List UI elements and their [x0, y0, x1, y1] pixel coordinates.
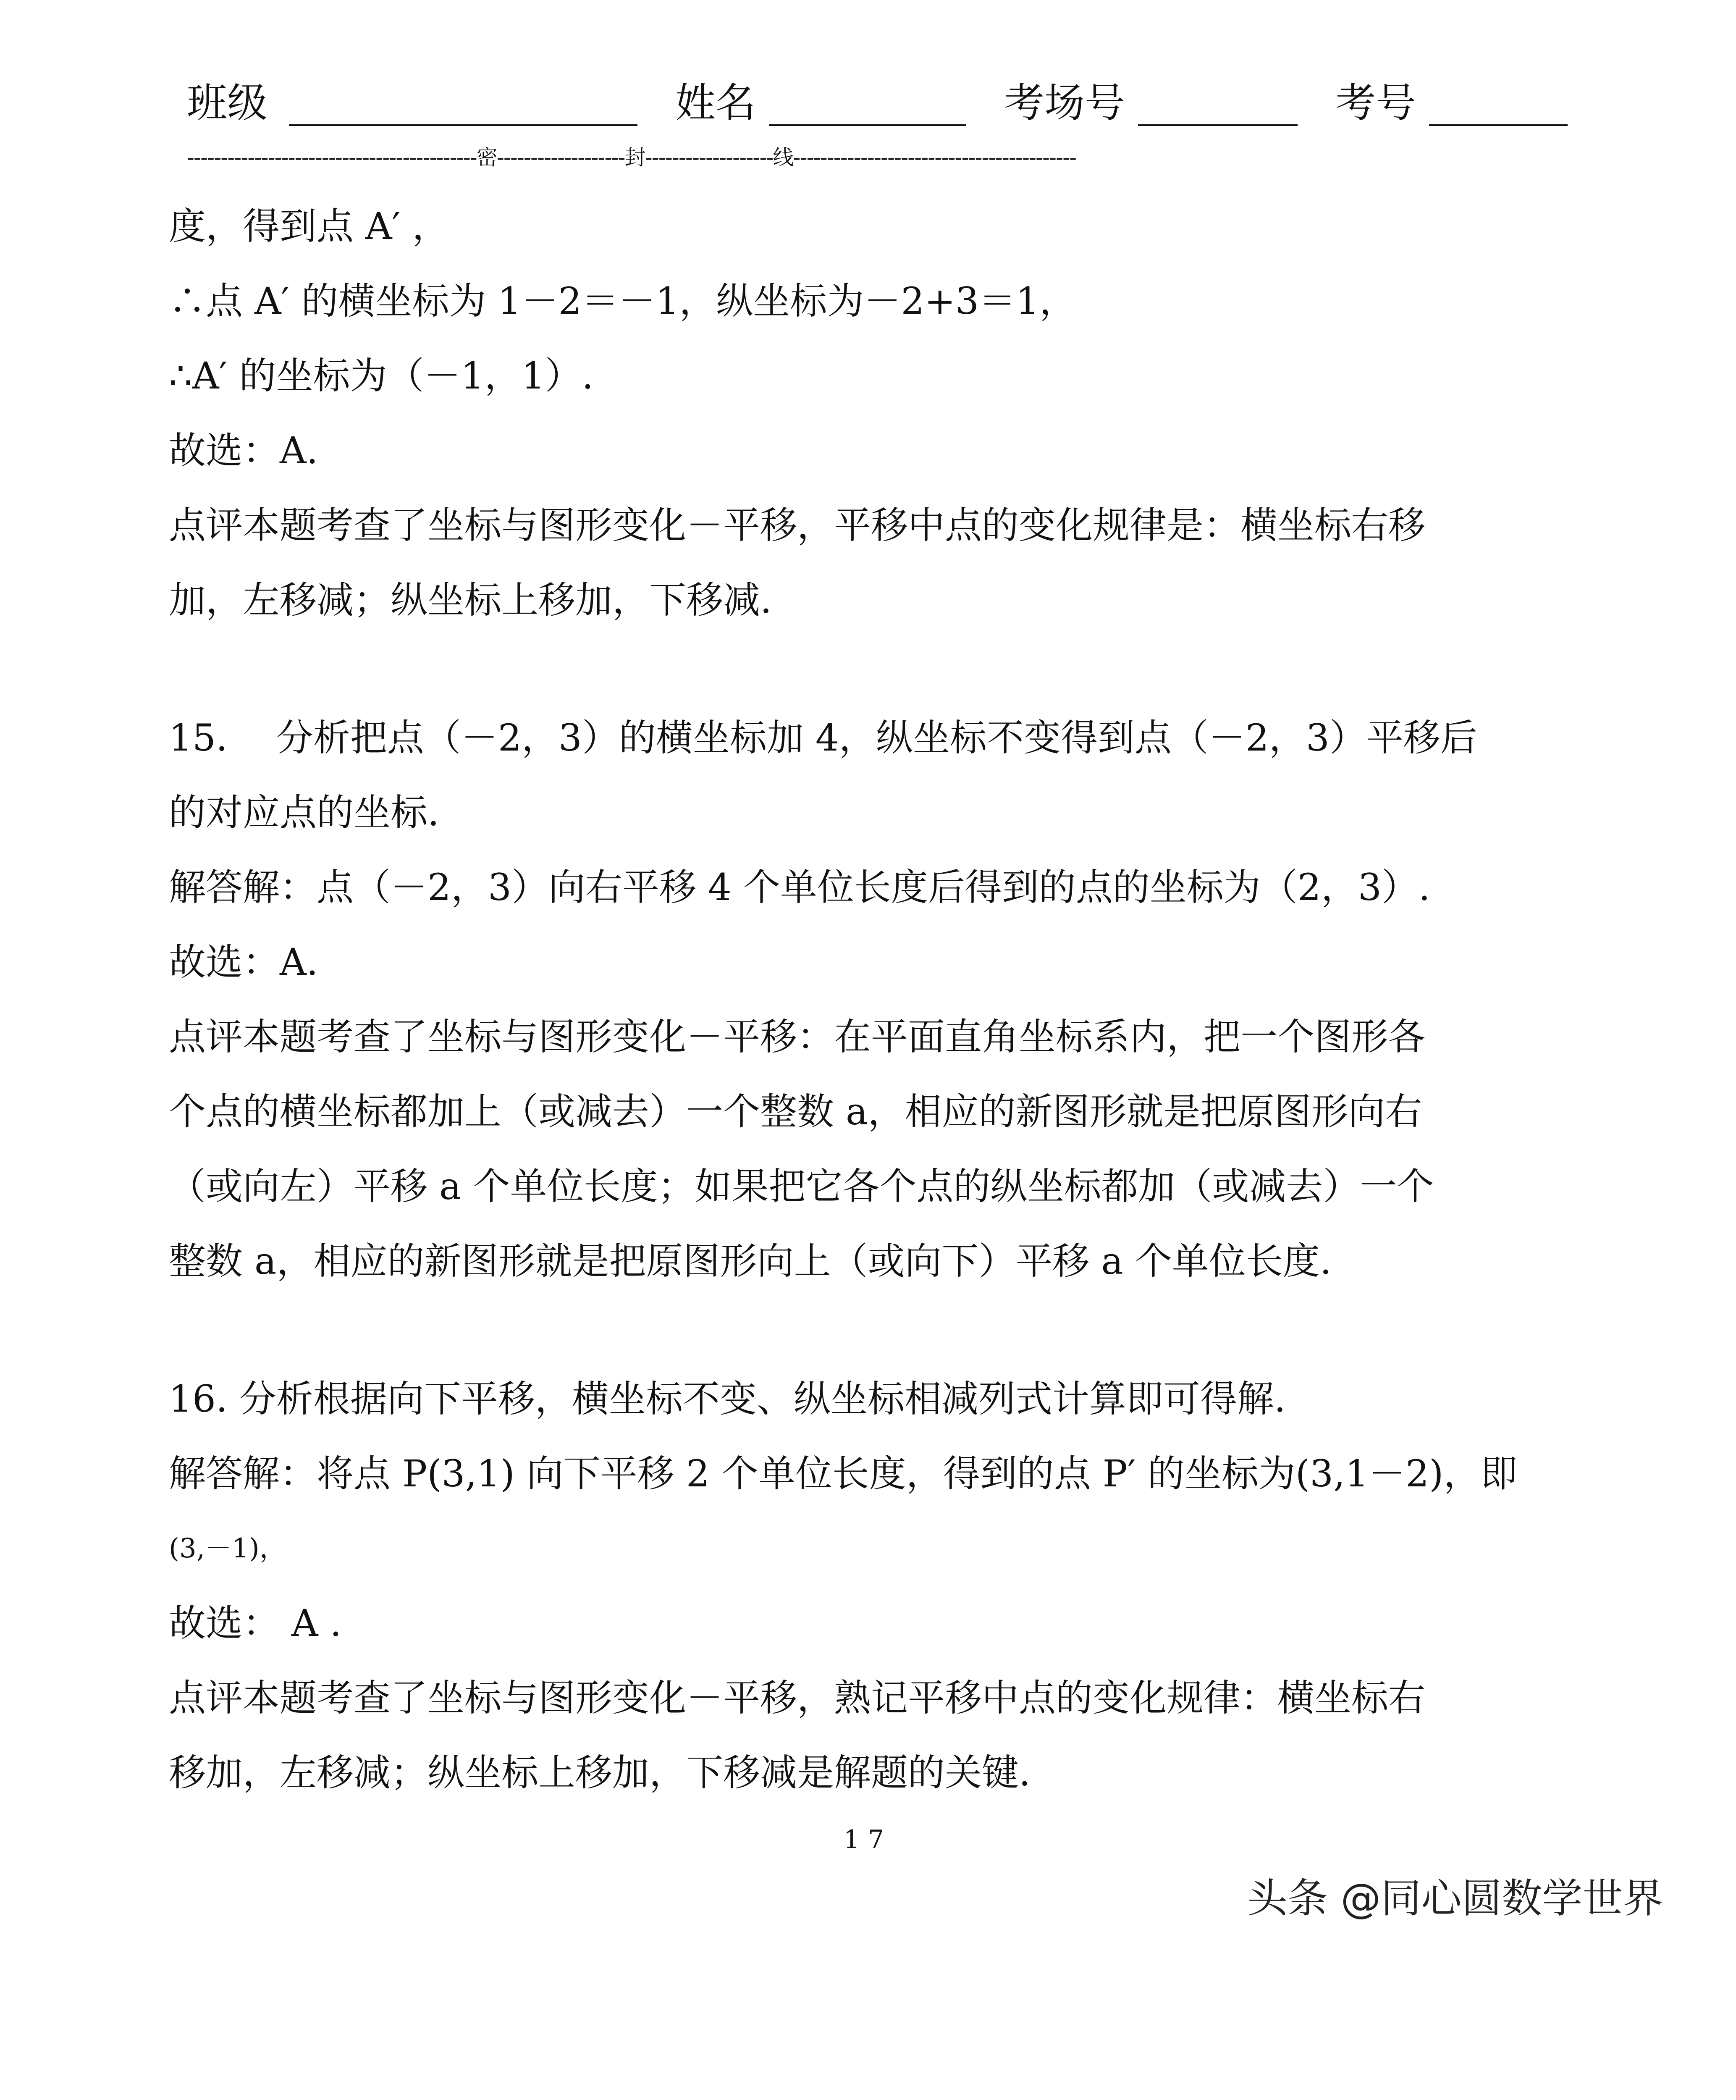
paragraph-gap	[0, 638, 1736, 701]
text-line: 16. 分析根据向下平移，横坐标不变、纵坐标相减列式计算即可得解.	[169, 1377, 1286, 1420]
text-line: 加，左移减；纵坐标上移加，下移减.	[169, 578, 772, 622]
seal-line: -------------------------------------------密-------------------封-------------------线------------------------------------------	[187, 145, 1076, 170]
exam-header	[187, 80, 1736, 126]
text-line: 故选： A .	[169, 1601, 342, 1645]
text-line: ∴点 A′ 的横坐标为 1－2＝－1，纵坐标为－2+3＝1，	[169, 279, 1077, 323]
text-line: 整数 a，相应的新图形就是把原图形向上（或向下）平移 a 个单位长度.	[169, 1239, 1332, 1283]
text-line: （或向左）平移 a 个单位长度；如果把它各个点的纵坐标都加（或减去）一个	[169, 1165, 1434, 1208]
page-number: 17	[843, 1825, 893, 1854]
paragraph-gap	[0, 1299, 1736, 1362]
text-line: 个点的横坐标都加上（或减去）一个整数 a，相应的新图形就是把原图形向右	[169, 1090, 1422, 1133]
text-line: (3,－1)，	[169, 1533, 286, 1564]
text-line: 解答解：将点 P(3,1) 向下平移 2 个单位长度，得到的点 P′ 的坐标为(3,1－2)，即	[169, 1452, 1518, 1495]
number-label: 考号	[1335, 79, 1416, 126]
text-line: 的对应点的坐标.	[169, 791, 439, 834]
room-label: 考场号	[1004, 79, 1125, 126]
class-field	[289, 87, 637, 126]
text-line: 故选：A.	[169, 940, 318, 984]
name-field	[769, 87, 966, 126]
text-line: 点评本题考查了坐标与图形变化－平移，平移中点的变化规律是：横坐标右移	[169, 504, 1426, 547]
text-line: 度，得到点 A′ ，	[169, 205, 449, 248]
text-line: 点评本题考查了坐标与图形变化－平移，熟记平移中点的变化规律：横坐标右	[169, 1676, 1426, 1719]
text-line: ∴A′ 的坐标为（－1，1）.	[169, 354, 594, 397]
text-line: 15. 分析把点（－2，3）的横坐标加 4，纵坐标不变得到点（－2，3）平移后	[169, 716, 1477, 759]
watermark: 头条 @同心圆数学世界	[1247, 1875, 1663, 1922]
room-field	[1138, 87, 1298, 126]
name-label: 姓名	[675, 79, 756, 126]
answer-text	[0, 189, 1736, 1810]
text-line: 移加，左移减；纵坐标上移加，下移减是解题的关键.	[169, 1751, 1031, 1794]
class-label: 班级	[187, 79, 267, 126]
text-line: 点评本题考查了坐标与图形变化－平移：在平面直角坐标系内，把一个图形各	[169, 1015, 1426, 1058]
text-line: 故选：A.	[169, 429, 318, 472]
number-field	[1429, 87, 1568, 126]
text-line: 解答解：点（－2，3）向右平移 4 个单位长度后得到的点的坐标为（2，3）.	[169, 866, 1430, 909]
